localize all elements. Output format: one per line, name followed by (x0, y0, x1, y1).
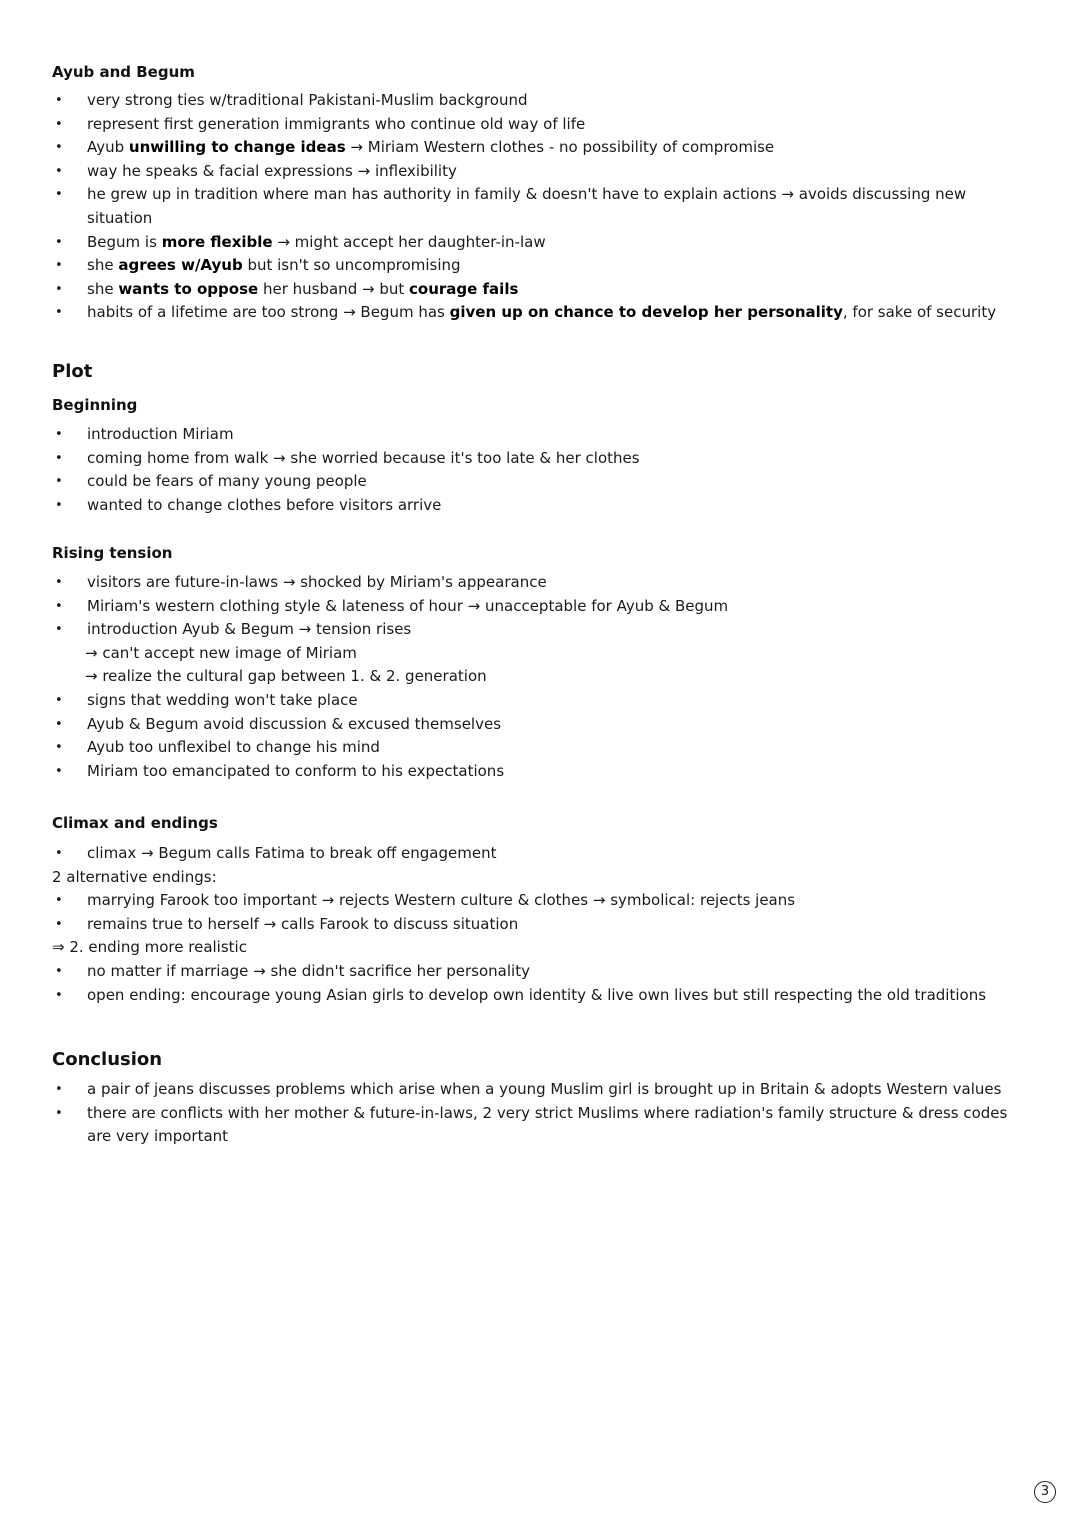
ayub-begum-list (52, 89, 1032, 325)
list-item: • she agrees w/Ayub but isn't so uncompromising (52, 254, 1032, 278)
list-subitem: → realize the cultural gap between 1. & 2. generation (85, 667, 487, 686)
list-item: • she wants to oppose her husband → but courage fails (52, 278, 1032, 302)
subheading-climax-endings: Climax and endings (52, 814, 218, 832)
page-number: 3 (1034, 1481, 1056, 1503)
list-item: • visitors are future-in-laws → shocked by Miriam's appearance (52, 571, 1032, 595)
list-item: • habits of a lifetime are too strong → Begum has given up on chance to develop her personality, for sake of security (52, 301, 1032, 325)
climax-endings-list (52, 842, 1032, 1007)
list-item: • there are conflicts with her mother & future-in-laws, 2 very strict Muslims where radiation's family structure & dress codes are very important (52, 1102, 1032, 1149)
subheading-beginning: Beginning (52, 396, 138, 414)
list-item: • wanted to change clothes before visitors arrive (52, 494, 1032, 518)
list-item: • way he speaks & facial expressions → inflexibility (52, 160, 1032, 184)
list-item: • remains true to herself → calls Farook to discuss situation (52, 913, 1032, 937)
list-subitem: → can't accept new image of Miriam (85, 643, 357, 662)
section-heading-plot: Plot (52, 361, 93, 382)
list-item: • introduction Ayub & Begum → tension rises (52, 618, 1032, 642)
list-item: • Miriam's western clothing style & lateness of hour → unacceptable for Ayub & Begum (52, 595, 1032, 619)
list-item: • introduction Miriam (52, 423, 1032, 447)
conclusion-list (52, 1078, 1032, 1149)
list-item: • coming home from walk → she worried because it's too late & her clothes (52, 447, 1032, 471)
list-item: • Ayub too unflexibel to change his mind (52, 736, 1032, 760)
section-heading-conclusion: Conclusion (52, 1049, 163, 1070)
list-item: • he grew up in tradition where man has authority in family & doesn't have to explain actions → avoids discussing new situation (52, 183, 1032, 230)
list-item: • could be fears of many young people (52, 470, 1032, 494)
section-heading-ayub-begum: Ayub and Begum (52, 63, 195, 81)
list-item: • marrying Farook too important → rejects Western culture & clothes → symbolical: rejects jeans (52, 889, 1032, 913)
list-item: • Begum is more flexible → might accept her daughter-in-law (52, 231, 1032, 255)
beginning-list (52, 423, 1032, 517)
list-item: • open ending: encourage young Asian girls to develop own identity & live own lives but still respecting the old traditions (52, 984, 1032, 1008)
list-item: • Miriam too emancipated to conform to his expectations (52, 760, 1032, 784)
list-item: • Ayub unwilling to change ideas → Miriam Western clothes - no possibility of compromise (52, 136, 1032, 160)
list-item: • Ayub & Begum avoid discussion & excused themselves (52, 713, 1032, 737)
list-label: 2 alternative endings: (52, 867, 217, 886)
list-item: • represent first generation immigrants who continue old way of life (52, 113, 1032, 137)
list-item: • no matter if marriage → she didn't sacrifice her personality (52, 960, 1032, 984)
list-item: • a pair of jeans discusses problems which arise when a young Muslim girl is brought up in Britain & adopts Western values (52, 1078, 1032, 1102)
list-conclusion: ⇒ 2. ending more realistic (52, 938, 247, 957)
rising-tension-list (52, 571, 1032, 783)
list-item: • signs that wedding won't take place (52, 689, 1032, 713)
list-item: • very strong ties w/traditional Pakistani-Muslim background (52, 89, 1032, 113)
list-item: • climax → Begum calls Fatima to break off engagement (52, 842, 1032, 866)
subheading-rising-tension: Rising tension (52, 544, 173, 562)
